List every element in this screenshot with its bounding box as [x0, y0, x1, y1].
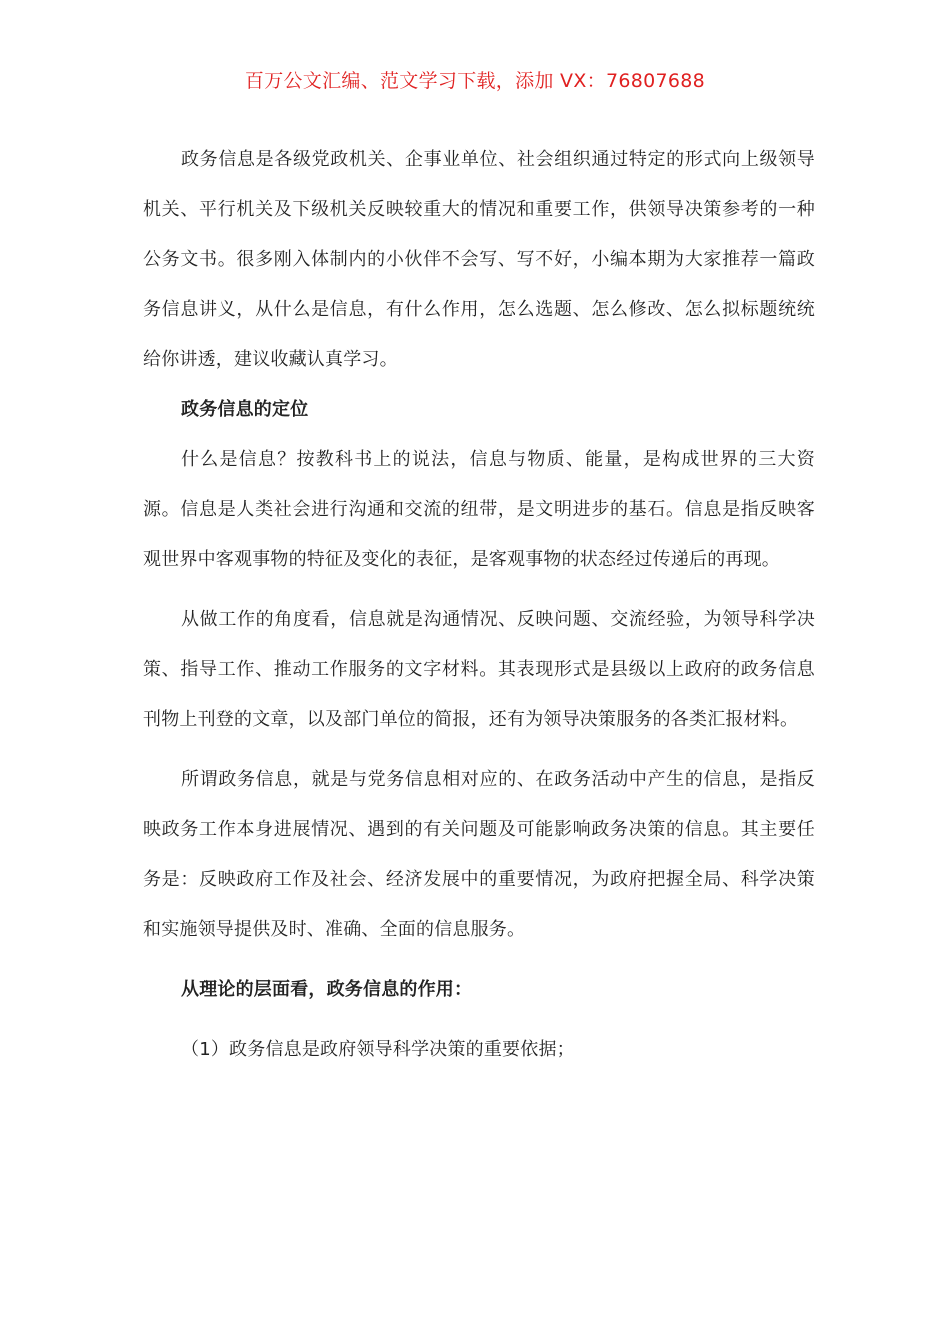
document-body: [143, 135, 815, 1075]
paragraph-what-is-information: 什么是信息？按教科书上的说法，信息与物质、能量，是构成世界的三大资源。信息是人类社会进行沟通和交流的纽带，是文明进步的基石。信息是指反映客观世界中客观事物的特征及变化的表征，是客观事物的状态经过传递后的再现。: [143, 449, 815, 570]
list-item-1: （1）政务信息是政府领导科学决策的重要依据；: [181, 1039, 575, 1060]
paragraph-government-information: 所谓政务信息，就是与党务信息相对应的、在政务活动中产生的信息，是指反映政务工作本身进展情况、遇到的有关问题及可能影响政务决策的信息。其主要任务是：反映政府工作及社会、经济发展中的重要情况，为政府把握全局、科学决策和实施领导提供及时、准确、全面的信息服务。: [143, 769, 815, 940]
download-banner: 百万公文汇编、范文学习下载，添加 VX：76807688: [244, 70, 706, 92]
intro-paragraph: 政务信息是各级党政机关、企事业单位、社会组织通过特定的形式向上级领导机关、平行机关及下级机关反映较重大的情况和重要工作，供领导决策参考的一种公务文书。很多刚入体制内的小伙伴不会写、写不好，小编本期为大家推荐一篇政务信息讲义，从什么是信息，有什么作用，怎么选题、怎么修改、怎么拟标题统统给你讲透，建议收藏认真学习。: [143, 149, 815, 370]
section-heading-positioning: 政务信息的定位: [181, 399, 309, 420]
section-heading-role: 从理论的层面看，政务信息的作用：: [181, 979, 473, 1000]
paragraph-work-perspective: 从做工作的角度看，信息就是沟通情况、反映问题、交流经验，为领导科学决策、指导工作、推动工作服务的文字材料。其表现形式是县级以上政府的政务信息刊物上刊登的文章，以及部门单位的简报，还有为领导决策服务的各类汇报材料。: [143, 609, 815, 730]
